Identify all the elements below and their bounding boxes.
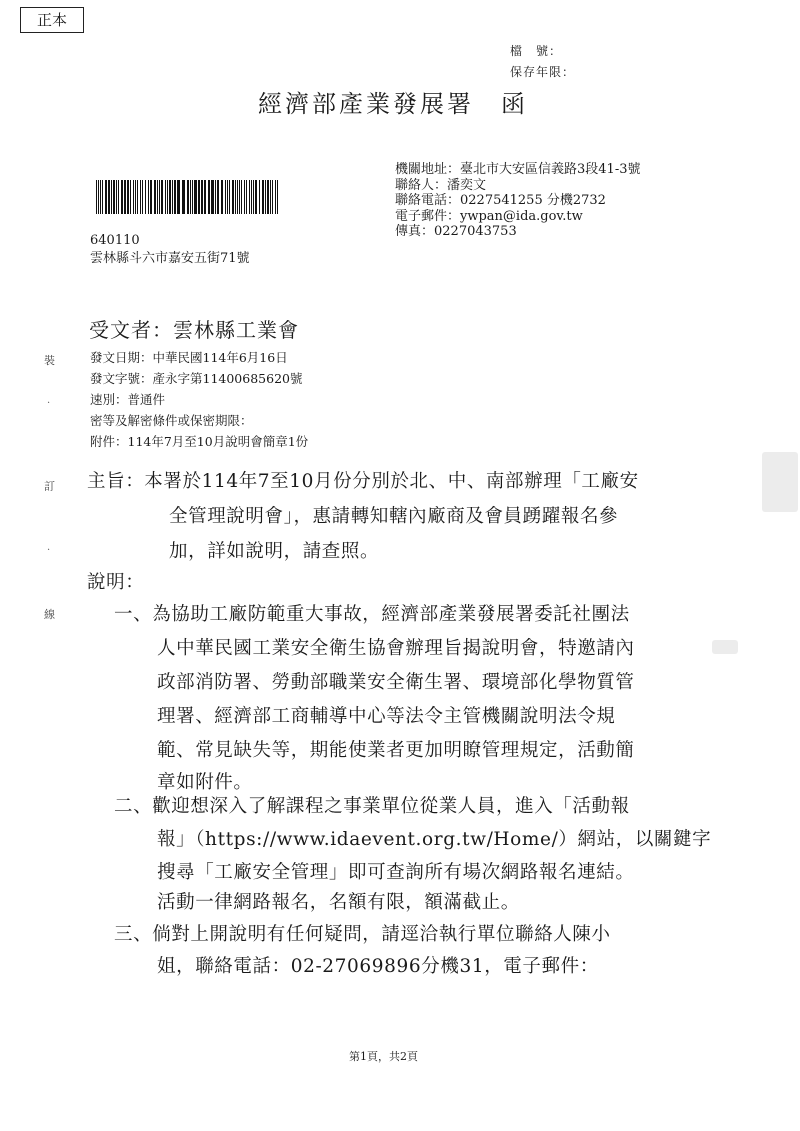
barcode-stripe <box>229 180 230 214</box>
barcode-stripe <box>275 180 276 214</box>
barcode-stripe <box>272 180 273 214</box>
barcode-stripe <box>201 180 203 214</box>
explanation-line: 三、倘對上開說明有任何疑問，請逕洽執行單位聯絡人陳小 <box>114 924 611 945</box>
barcode-stripe <box>148 180 149 214</box>
barcode-stripe <box>111 180 112 214</box>
barcode-stripe <box>100 180 101 214</box>
attachment: 附件：114年7月至10月說明會簡章1份 <box>90 434 309 449</box>
barcode-stripe <box>145 180 146 214</box>
binding-dot: · <box>47 545 51 556</box>
barcode-stripe <box>221 180 223 214</box>
barcode-stripe <box>270 180 271 214</box>
explanation-line: 理署、經濟部工商輔導中心等法令主管機關說明法令規 <box>157 706 616 727</box>
barcode-stripe <box>227 180 228 214</box>
barcode-stripe <box>130 180 131 214</box>
explanation-line: 搜尋「工廠安全管理」即可查詢所有場次網路報名連結。 <box>157 862 635 883</box>
binding-mark-xian: 線 <box>44 608 55 621</box>
barcode-stripe <box>192 180 193 214</box>
explanation-line: 人中華民國工業安全衛生協會辦理旨揭說明會，特邀請內 <box>157 638 635 659</box>
secrecy-level: 密等及解密條件或保密期限： <box>90 413 253 428</box>
delivery-speed: 速別：普通件 <box>90 392 166 407</box>
binding-mark-ding: 訂 <box>44 480 55 493</box>
binding-dot: · <box>47 398 51 409</box>
explanation-line: 一、為協助工廠防範重大事故，經濟部產業發展署委託社團法 <box>114 604 630 625</box>
barcode-stripe <box>135 180 136 214</box>
barcode-stripe <box>265 180 266 214</box>
barcode-stripe <box>105 180 107 214</box>
page-number: 第1頁，共2頁 <box>349 1050 418 1063</box>
barcode-stripe <box>169 180 171 214</box>
barcode-stripe <box>249 180 250 214</box>
barcode-stripe <box>241 180 242 214</box>
issue-date: 發文日期：中華民國114年6月16日 <box>90 350 288 365</box>
barcode-stripe <box>190 180 191 214</box>
barcode-stripe <box>244 180 245 214</box>
contact-person: 聯絡人：潘奕文 <box>395 177 487 193</box>
barcode-stripe <box>225 180 226 214</box>
contact-fax: 傳真：0227043753 <box>395 224 517 239</box>
recipient-address: 雲林縣斗六市嘉安五街71號 <box>90 251 250 266</box>
explanation-line: 範、常見缺失等，期能使業者更加明瞭管理規定，活動簡 <box>157 740 635 761</box>
postal-code: 640110 <box>90 233 140 248</box>
subject-line: 主旨：本署於114年7至10月份分別於北、中、南部辦理「工廠安 <box>87 471 639 492</box>
barcode-stripe <box>142 180 143 214</box>
subject-line: 全管理說明會」，惠請轉知轄內廠商及會員踴躍報名參 <box>169 506 619 527</box>
recipient: 受文者：雲林縣工業會 <box>89 318 299 342</box>
barcode-icon <box>96 180 281 214</box>
barcode-stripe <box>253 180 254 214</box>
explanation-line: 章如附件。 <box>157 772 253 793</box>
explanation-line: 姐，聯絡電話：02-27069896分機31，電子郵件： <box>157 956 599 977</box>
barcode-stripe <box>116 180 117 214</box>
barcode-stripe <box>96 180 97 214</box>
barcode-stripe <box>157 180 158 214</box>
barcode-stripe <box>133 180 134 214</box>
barcode-stripe <box>124 180 126 214</box>
barcode-stripe <box>262 180 264 214</box>
barcode-stripe <box>187 180 189 214</box>
barcode-stripe <box>127 180 129 214</box>
agency-contact-block <box>395 162 640 240</box>
barcode-stripe <box>255 180 257 214</box>
barcode-stripe <box>172 180 173 214</box>
barcode-stripe <box>239 180 240 214</box>
agency-address: 機關地址：臺北市大安區信義路3段41-3號 <box>395 162 641 177</box>
barcode-stripe <box>118 180 119 214</box>
binding-mark-zhuang: 裝 <box>44 354 55 367</box>
explanation-line: 報」（https://www.idaevent.org.tw/Home/）網站，以關鍵字 <box>157 829 712 850</box>
barcode-stripe <box>165 180 166 214</box>
barcode-stripe <box>246 180 247 214</box>
barcode-stripe <box>150 180 152 214</box>
barcode-stripe <box>174 180 176 214</box>
barcode-stripe <box>140 180 141 214</box>
barcode-stripe <box>211 180 214 214</box>
barcode-stripe <box>161 180 163 214</box>
barcode-stripe <box>113 180 115 214</box>
barcode-stripe <box>259 180 260 214</box>
contact-phone: 聯絡電話：0227541255 分機2732 <box>395 193 606 208</box>
original-copy-stamp: 正本 <box>20 7 84 33</box>
barcode-stripe <box>235 180 236 214</box>
barcode-stripe <box>277 180 278 214</box>
explanation-heading: 說明： <box>87 572 145 593</box>
barcode-stripe <box>182 180 185 214</box>
barcode-stripe <box>154 180 156 214</box>
barcode-stripe <box>204 180 206 214</box>
barcode-stripe <box>167 180 168 214</box>
document-number: 發文字號：產永字第11400685620號 <box>90 371 303 386</box>
barcode-stripe <box>198 180 200 214</box>
barcode-stripe <box>177 180 180 214</box>
contact-email: 電子郵件：ywpan@ida.gov.tw <box>395 208 583 224</box>
document-title: 經濟部產業發展署 函 <box>258 90 528 118</box>
barcode-stripe <box>137 180 138 214</box>
barcode-stripe <box>159 180 160 214</box>
barcode-stripe <box>108 180 110 214</box>
barcode-stripe <box>251 180 252 214</box>
explanation-line: 政部消防署、勞動部職業安全衛生署、環境部化學物質管 <box>157 672 635 693</box>
barcode-stripe <box>102 180 103 214</box>
explanation-line: 活動一律網路報名，名額有限，額滿截止。 <box>157 892 520 913</box>
barcode-stripe <box>267 180 269 214</box>
barcode-stripe <box>232 180 234 214</box>
barcode-stripe <box>208 180 210 214</box>
barcode-stripe <box>121 180 123 214</box>
barcode-stripe <box>98 180 99 214</box>
barcode-stripe <box>217 180 219 214</box>
subject-line: 加，詳如說明，請查照。 <box>169 541 380 562</box>
barcode-stripe <box>237 180 238 214</box>
file-number-label: 檔 號： <box>510 44 563 58</box>
barcode-stripe <box>194 180 197 214</box>
recipient-address-block <box>90 232 250 268</box>
explanation-line: 二、歡迎想深入了解課程之事業單位從業人員，進入「活動報 <box>114 796 630 817</box>
barcode-stripe <box>215 180 216 214</box>
retention-period-label: 保存年限： <box>510 65 576 79</box>
